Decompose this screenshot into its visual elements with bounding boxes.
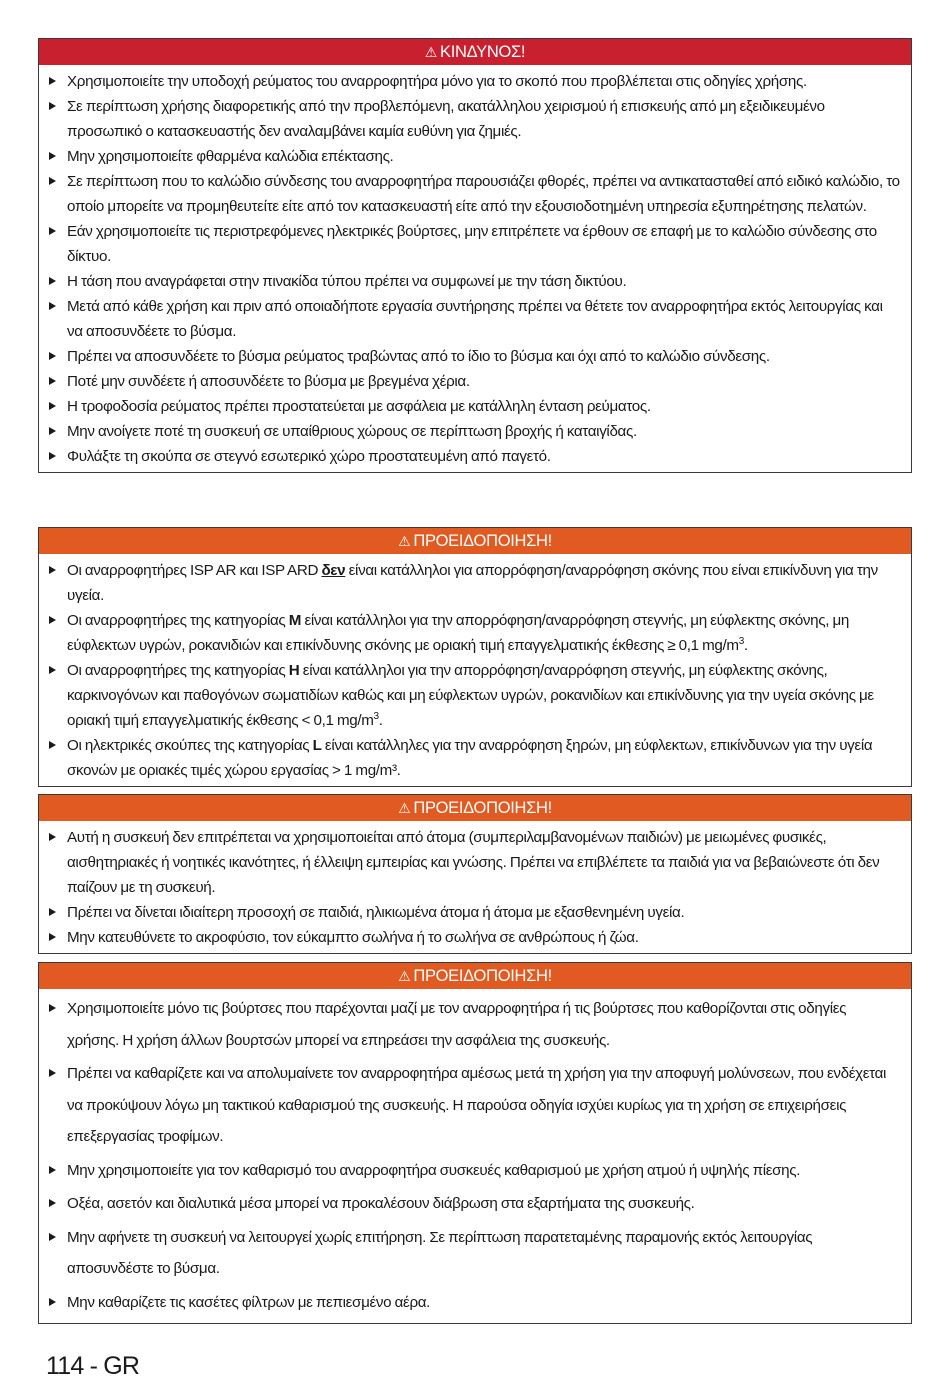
list-item: Πρέπει να δίνεται ιδιαίτερη προσοχή σε παιδιά, ηλικιωμένα άτομα ή άτομα με εξασθενημένη υγεία.	[49, 900, 901, 925]
list-item: Η τροφοδοσία ρεύματος πρέπει προστατεύεται με ασφάλεια με κατάλληλη ένταση ρεύματος.	[49, 394, 901, 419]
list-item: Σε περίπτωση που το καλώδιο σύνδεσης του αναρροφητήρα παρουσιάζει φθορές, πρέπει να αντικατασταθεί από ειδικό καλώδιο, το οποίο μπορείτε να προμηθευτείτε είτε από τον κατασκευαστή είτε από την εξουσιοδοτημένη υπηρεσία εξυπηρέτησης πελατών.	[49, 169, 901, 219]
warning-title: ΠΡΟΕΙΔΟΠΟΙΗΣΗ!	[413, 967, 552, 985]
text-segment: είναι κατάλληλοι για την απορρόφηση/αναρρόφηση στεγνής, μη εύφλεκτης σκόνης, καρκινογόνων και παθογόνων σωματιδίων καθώς και μη εύφλεκτων υγρών, ροκανιδίων και επικίνδυνης για την υγεία σκόνης με οριακή τιμή επαγγελματικής έκθεσης < 0,1 mg/m	[67, 662, 874, 729]
warning-triangle-icon: ⚠	[398, 800, 411, 816]
list-item: Οξέα, ασετόν και διαλυτικά μέσα μπορεί να προκαλέσουν διάβρωση στα εξαρτήματα της συσκευής.	[49, 1188, 901, 1220]
list-item: Μετά από κάθε χρήση και πριν από οποιαδήποτε εργασία συντήρησης πρέπει να θέτετε τον αναρροφητήρα εκτός λειτουργίας και να αποσυνδέετε το βύσμα.	[49, 294, 901, 344]
list-item: Μην χρησιμοποιείτε για τον καθαρισμό του αναρροφητήρα συσκευές καθαρισμού με χρήση ατμού ή υψηλής πίεσης.	[49, 1155, 901, 1187]
list-item	[49, 658, 901, 733]
text-segment: Οι αναρροφητήρες της κατηγορίας	[67, 662, 289, 679]
warning-triangle-icon: ⚠	[398, 533, 411, 549]
warning-title: ΠΡΟΕΙΔΟΠΟΙΗΣΗ!	[413, 799, 552, 817]
page-number: 114 - GR	[46, 1352, 140, 1380]
warning-list	[39, 821, 911, 953]
warning-header	[39, 963, 911, 989]
warning-box-dust-classes	[38, 527, 912, 787]
list-item: Πρέπει να αποσυνδέετε το βύσμα ρεύματος τραβώντας από το ίδιο το βύσμα και όχι από το καλώδιο σύνδεσης.	[49, 344, 901, 369]
emphasis-text: δεν	[321, 562, 346, 579]
category-letter: H	[288, 662, 300, 679]
category-letter: L	[312, 737, 322, 754]
warning-header	[39, 795, 911, 821]
warning-header	[39, 528, 911, 554]
text-segment: Οι ηλεκτρικές σκούπες της κατηγορίας	[67, 737, 313, 754]
text-segment: είναι κατάλληλες για την αναρρόφηση ξηρών, μη εύφλεκτων, επικίνδυνων για την υγεία σκονών με οριακές τιμές χώρου εργασίας > 1 mg/m³.	[67, 737, 873, 779]
warning-triangle-icon: ⚠	[398, 968, 411, 984]
text-segment: Οι αναρροφητήρες ISP AR και ISP ARD	[67, 562, 322, 579]
danger-title: ΚΙΝΔΥΝΟΣ!	[440, 43, 526, 61]
text-segment: Οι αναρροφητήρες της κατηγορίας	[67, 612, 289, 629]
list-item: Μην κατευθύνετε το ακροφύσιο, τον εύκαμπτο σωλήνα ή το σωλήνα σε ανθρώπους ή ζώα.	[49, 925, 901, 950]
superscript: 3	[738, 635, 744, 647]
list-item: Χρησιμοποιείτε την υποδοχή ρεύματος του αναρροφητήρα μόνο για το σκοπό που προβλέπεται στις οδηγίες χρήσης.	[49, 69, 901, 94]
warning-box-cleaning	[38, 962, 912, 1324]
list-item: Μην ανοίγετε ποτέ τη συσκευή σε υπαίθριους χώρους σε περίπτωση βροχής ή καταιγίδας.	[49, 419, 901, 444]
list-item: Η τάση που αναγράφεται στην πινακίδα τύπου πρέπει να συμφωνεί με την τάση δικτύου.	[49, 269, 901, 294]
warning-triangle-icon: ⚠	[424, 44, 438, 60]
superscript: 3	[373, 710, 379, 722]
list-item: Φυλάξτε τη σκούπα σε στεγνό εσωτερικό χώρο προστατευμένη από παγετό.	[49, 444, 901, 469]
list-item	[49, 608, 901, 658]
text-segment: είναι κατάλληλοι για απορρόφηση/αναρρόφηση σκόνης που είναι επικίνδυνη για την υγεία.	[67, 562, 878, 604]
list-item: Μην καθαρίζετε τις κασέτες φίλτρων με πεπιεσμένο αέρα.	[49, 1287, 901, 1319]
text-segment: είναι κατάλληλοι για την απορρόφηση/αναρρόφηση στεγνής, μη εύφλεκτης σκόνης, μη εύφλεκτων υγρών, ροκανιδιών και επικίνδυνης σκόνης με οριακή τιμή επαγγελματικής έκθεσης ≥ 0,1 mg/m	[67, 612, 849, 654]
list-item	[49, 733, 901, 783]
list-item: Μην χρησιμοποιείτε φθαρμένα καλώδια επέκτασης.	[49, 144, 901, 169]
list-item: Μην αφήνετε τη συσκευή να λειτουργεί χωρίς επιτήρηση. Σε περίπτωση παρατεταμένης παραμονής εκτός λειτουργίας αποσυνδέστε το βύσμα.	[49, 1222, 901, 1285]
warning-title: ΠΡΟΕΙΔΟΠΟΙΗΣΗ!	[413, 532, 552, 550]
list-item: Πρέπει να καθαρίζετε και να απολυμαίνετε τον αναρροφητήρα αμέσως μετά τη χρήση για την αποφυγή μολύνσεων, που ενδέχεται να προκύψουν λόγω μη τακτικού καθαρισμού της συσκευής. Η παρούσα οδηγία ισχύει κυρίως για τη χρήση σε επιχειρήσεις επεξεργασίας τροφίμων.	[49, 1058, 901, 1153]
category-letter: M	[288, 612, 302, 629]
list-item: Αυτή η συσκευή δεν επιτρέπεται να χρησιμοποιείται από άτομα (συμπεριλαμβανομένων παιδιών) με μειωμένες φυσικές, αισθητηριακές ή νοητικές ικανότητες, ή έλλειψη εμπειρίας και γνώσης. Πρέπει να επιβλέπετε τα παιδιά για να βεβαιώνεστε ότι δεν παίζουν με τη συσκευή.	[49, 825, 901, 900]
list-item	[49, 558, 901, 608]
danger-header	[39, 39, 911, 65]
list-item: Σε περίπτωση χρήσης διαφορετικής από την προβλεπόμενη, ακατάλληλου χειρισμού ή επισκευής από μη εξειδικευμένο προσωπικό ο κατασκευαστής δεν αναλαμβάνει καμία ευθύνη για ζημιές.	[49, 94, 901, 144]
warning-list	[39, 989, 911, 1323]
danger-box	[38, 38, 912, 473]
text-segment: .	[743, 637, 748, 654]
warning-box-persons	[38, 794, 912, 954]
list-item: Χρησιμοποιείτε μόνο τις βούρτσες που παρέχονται μαζί με τον αναρροφητήρα ή τις βούρτσες που καθορίζονται στις οδηγίες χρήσης. Η χρήση άλλων βουρτσών μπορεί να επηρεάσει την ασφάλεια της συσκευής.	[49, 993, 901, 1056]
warning-list	[39, 554, 911, 786]
danger-list	[39, 65, 911, 472]
text-segment: .	[378, 712, 383, 729]
list-item: Ποτέ μην συνδέετε ή αποσυνδέετε το βύσμα με βρεγμένα χέρια.	[49, 369, 901, 394]
list-item: Εάν χρησιμοποιείτε τις περιστρεφόμενες ηλεκτρικές βούρτσες, μην επιτρέπετε να έρθουν σε επαφή με το καλώδιο σύνδεσης στο δίκτυο.	[49, 219, 901, 269]
